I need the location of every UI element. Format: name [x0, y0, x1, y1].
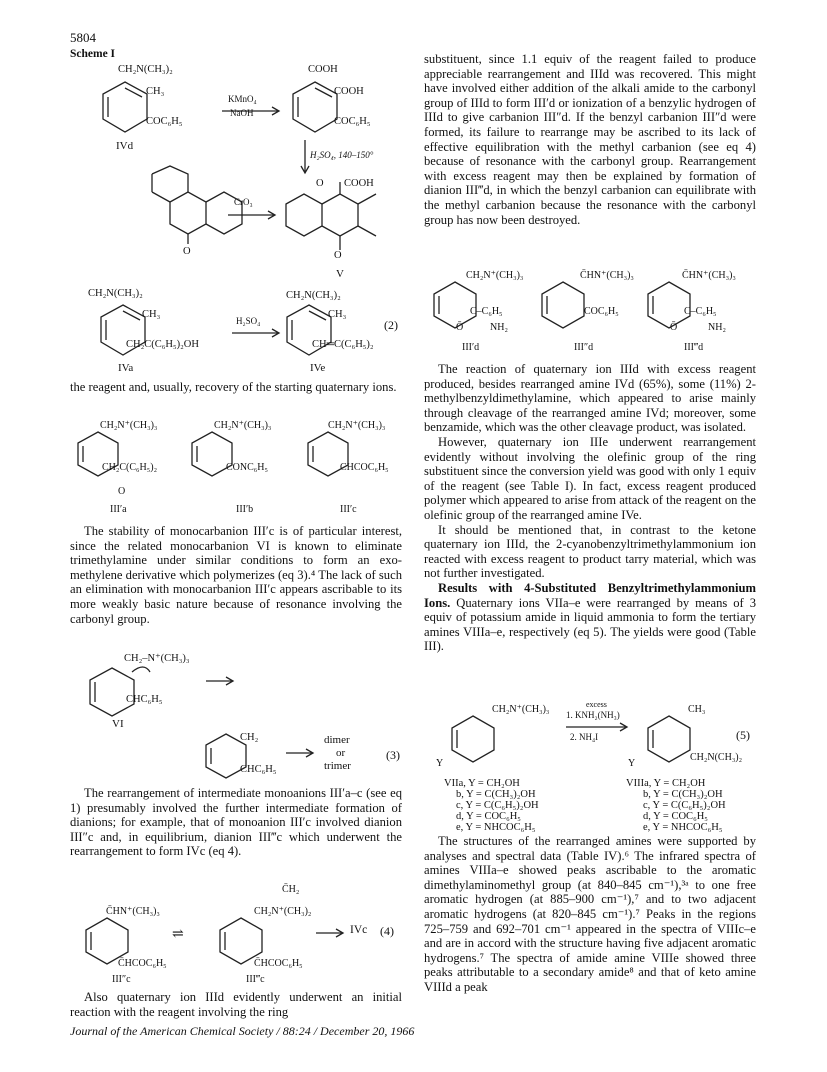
iiia-top: CH₂N⁺(CH₃)₃	[100, 420, 158, 431]
h2so4-condition: H₂SO₄, 140–150°	[310, 150, 374, 160]
journal-footer: Journal of the American Chemical Society / 88:24 / December 20, 1966	[70, 1024, 415, 1038]
iii1d-side: C–C₆H₅	[470, 306, 503, 317]
ivd-label: IVd	[116, 140, 134, 152]
iii2c-top: C̄HN⁺(CH₃)₃	[106, 906, 160, 917]
ivd-top-group: CH₂N(CH₃)₂	[118, 64, 173, 75]
iii3d-nh2: NH₂	[708, 322, 726, 333]
or-text: or	[336, 747, 346, 759]
v-cooh: COOH	[344, 178, 374, 189]
ring-iii3d	[646, 282, 692, 328]
v-label: V	[336, 268, 344, 280]
ivc-product: IVc	[350, 924, 368, 936]
iiib-side: CONC₆H₅	[226, 462, 268, 473]
reagent-kmno4: KMnO₄	[228, 94, 257, 104]
eq5-step1: 1. KNH₂(NH₃)	[566, 710, 620, 720]
scheme-title: Scheme I	[70, 48, 116, 60]
iii1d-o: Ō	[456, 322, 464, 333]
acid-coc6h5: COC₆H₅	[334, 116, 371, 127]
acid-top: COOH	[308, 64, 338, 75]
iii2d-top: C̄HN⁺(CH₃)₃	[580, 270, 634, 281]
iii3d-label: III‴d	[684, 342, 704, 353]
vii-list	[444, 778, 539, 833]
ive-ch3: CH₃	[328, 309, 347, 320]
ive-top: CH₂N(CH₃)₂	[286, 290, 341, 301]
left-text-3: The rearrangement of intermediate monoanions III′a–c (see eq 1) presumably involved the further intermediate formation of dianions; for example, that of monoanion III′c involved dianion III″c and, in equilibrium, dianion III‴c which underwent the rearrangement to form IVc (eq 4).	[70, 786, 402, 859]
iva-side: CH₂C(C₆H₅)₂OH	[126, 339, 199, 350]
trimer-text: trimer	[324, 760, 351, 772]
eq5-step2: 2. NH₄I	[570, 732, 599, 742]
viii-side: CH₂N(CH₃)₂	[690, 752, 743, 763]
ring-viii	[646, 716, 692, 762]
iii1d-label: III′d	[462, 342, 480, 353]
vi-label: VI	[112, 718, 124, 730]
ive-side: CH═C(C₆H₅)₂	[312, 339, 374, 350]
vii-item: e, Y = NHCOC₆H₅	[456, 822, 536, 833]
right-text-6: The structures of the rearranged amines were supported by analyses and spectral data (Table IV).⁶ The infrared spectra of amines VIIIa–e showed peaks ascribable to the aromatic dimethylaminomethyl group (at 840–845 cm⁻¹),³ᵃ to one free aromatic hydrogen (at 885–900 cm⁻¹),⁷ and to two adjacent aromatic hydrogens (at 820–845 cm⁻¹).⁷ Peaks in the regions 725–759 and 692–701 cm⁻¹ appeared in the spectra of VIIIc–e and are in accord with the structure having five adjacent aromatic hydrogens.⁷ The spectra of amide amine VIIIe showed three peaks attributable to a secondary amide⁸ and that of keto amine VIIId a peak	[424, 834, 756, 994]
viii-y: Y	[628, 758, 636, 769]
eq2-number: (2)	[384, 318, 398, 332]
vii-item: c, Y = C(C₆H₅)₂OH	[456, 800, 539, 811]
viii-item: VIIIa, Y = CH₂OH	[626, 778, 706, 789]
iiia-side: CH₂C(C₆H₅)₂	[102, 462, 158, 473]
ring-ivd	[100, 82, 150, 132]
ring-ketone	[148, 180, 238, 250]
eq3-number: (3)	[386, 748, 400, 762]
iii1d-top: CH₂N⁺(CH₃)₃	[466, 270, 524, 281]
eq4-number: (4)	[380, 924, 394, 938]
iiia-label: III′a	[110, 504, 127, 515]
ring-vii	[450, 716, 496, 762]
ivd-coc6h5: COC₆H₅	[146, 116, 183, 127]
iii2d-side: COC₆H₅	[584, 306, 619, 317]
vii-y: Y	[436, 758, 444, 769]
iiib-label: III′b	[236, 504, 254, 515]
arrow-vi	[206, 676, 236, 686]
iiic-side: CHCOC₆H₅	[340, 462, 389, 473]
eq5-excess: excess	[586, 700, 607, 709]
iiic-top: CH₂N⁺(CH₃)₃	[328, 420, 386, 431]
iii1d-nh2: NH₂	[490, 322, 508, 333]
ketone-o: O	[183, 246, 191, 257]
ring-acid	[290, 82, 340, 132]
iiic-label: III′c	[340, 504, 357, 515]
reagent-naoh: NaOH	[230, 108, 254, 118]
iii2c-side: C̄HCOC₆H₅	[118, 958, 167, 969]
reagent-cro3: CrO₃	[234, 197, 253, 207]
iiia-o: O	[118, 486, 126, 497]
reagent-h2so4: H₂SO₄	[236, 316, 261, 326]
vii-top: CH₂N⁺(CH₃)₃	[492, 704, 550, 715]
arrow-eq5	[566, 722, 630, 732]
arrow-ivc	[316, 928, 346, 938]
section-heading: Results with 4-Substituted Benzyltrimethylammonium Ions.	[424, 580, 756, 610]
arrow-down-h2so4	[300, 140, 310, 174]
viii-item: b, Y = C(CH₃)₂OH	[643, 789, 723, 800]
arrow-dimer	[286, 748, 316, 758]
iii3c-label: III‴c	[246, 974, 265, 985]
iii3d-side: C–C₆H₅	[684, 306, 717, 317]
left-text-1: the reagent and, usually, recovery of the starting quaternary ions.	[70, 380, 397, 394]
iva-ch3: CH₃	[142, 309, 161, 320]
ring-v	[282, 192, 382, 262]
acid-side: COOH	[334, 86, 364, 97]
left-text-2: The stability of monocarbanion III′c is of particular interest, since the related monocarbanion VI is known to eliminate trimethylamine under similar conditions to form an exo-methylene derivative which polymerizes (eq 3).⁴ The lack of such an elimination with monocarbanion III′c appears ascribable to its more weakly basic nature because of resonance involving the carbonyl group.	[70, 524, 402, 626]
viii-ch3: CH₃	[688, 704, 706, 715]
equilibrium-arrows: ⇌	[172, 927, 184, 942]
vi-product-side: CHC₆H₅	[240, 764, 277, 775]
vi-side: CHC₆H₅	[126, 694, 163, 705]
right-text-2: The reaction of quaternary ion IIId with excess reagent produced, besides rearranged amine IVd (65%), some (11%) 2-methylbenzyldimethylamine, which appeared to arise mainly through cleavage of the rearranged amine IVd; moreover, some benzamide, which was the other cleavage product, was isolated. However, quaternary ion IIIe underwent rearrangement evidently without involving the olefinic group of the ring substituent since the conversion yield was good with only 1 equiv of the reagent (see Table I). In fact, excess reagent produced polymer which appeared to arise from attack of the reagent on the olefinic group of the rearranged amine IVe. It should be mentioned that, in contrast to the ketone quaternary ion IIId, the 2-cyanobenzyltrimethylammonium ion reacted with excess reagent to product tarry material, which was not further investigated. Results with 4-Substituted Benzyltrimethylammonium Ions. Quaternary ions VIIa–e were rearranged by means of 3 equiv of potassium amide in liquid ammonia to form the tertiary amines VIIIa–e, respectively (eq 5). The yields were good (Table III).	[424, 362, 756, 654]
iva-top: CH₂N(CH₃)₂	[88, 288, 143, 299]
iii3c-side: C̄HCOC₆H₅	[254, 958, 303, 969]
iii3d-top: C̄HN⁺(CH₃)₃	[682, 270, 736, 281]
v-bottom-o: O	[334, 250, 342, 261]
ring-vi	[88, 668, 136, 716]
viii-item: c, Y = C(C₆H₅)₂OH	[643, 800, 726, 811]
iiib-top: CH₂N⁺(CH₃)₃	[214, 420, 272, 431]
ivd-ch3: CH₃	[146, 86, 165, 97]
ring-iii2d	[540, 282, 586, 328]
viii-item: e, Y = NHCOC₆H₅	[643, 822, 723, 833]
page-number: 5804	[70, 30, 96, 45]
ring-iii1d	[432, 282, 478, 328]
iii2d-label: III″d	[574, 342, 594, 353]
dimer-text: dimer	[324, 734, 350, 746]
arrow-cro3	[228, 210, 278, 220]
right-text-1: substituent, since 1.1 equiv of the reagent failed to produce appreciable rearrangement and IIId was recovered. This might have involved either addition of the alkali amide to the carbonyl group of IIId to form III′d or ionization of a benzylic hydrogen of IIId to give carbanion III″d. If the benzyl carbanion III″d were formed, its failure to rearrange may be ascribed to its lack of effective equilibration with the methyl carbanion (see eq 4) because of resonance with the carbonyl group. Rearrangement with excess reagent may then be explained by formation of dianion III‴d, in which the benzyl carbanion can equilibrate with the methyl carbanion because the resonance with the carbonyl group has now been destroyed.	[424, 52, 756, 227]
vi-top: CH₂–N⁺(CH₃)₃	[124, 653, 190, 664]
arrow-h2so4	[232, 328, 282, 338]
vii-item: d, Y = COC₆H₅	[456, 811, 521, 822]
eq5-number: (5)	[736, 728, 750, 742]
iva-label: IVa	[118, 362, 134, 374]
v-top-o: O	[316, 178, 324, 189]
iii3c-top: CH₂N⁺(CH₃)₂	[254, 906, 312, 917]
viii-list	[626, 778, 726, 833]
left-text-4: Also quaternary ion IIId evidently underwent an initial reaction with the reagent involving the ring	[70, 990, 402, 1019]
iii3c-ch2: C̄H₂	[282, 884, 300, 895]
vii-item: b, Y = C(CH₃)₂OH	[456, 789, 536, 800]
iii3d-o: Ō	[670, 322, 678, 333]
vi-product-ch2: CH₂	[240, 732, 259, 743]
ive-label: IVe	[310, 362, 326, 374]
viii-item: d, Y = COC₆H₅	[643, 811, 708, 822]
vii-item: VIIa, Y = CH₂OH	[444, 778, 520, 789]
iii2c-label: III″c	[112, 974, 131, 985]
